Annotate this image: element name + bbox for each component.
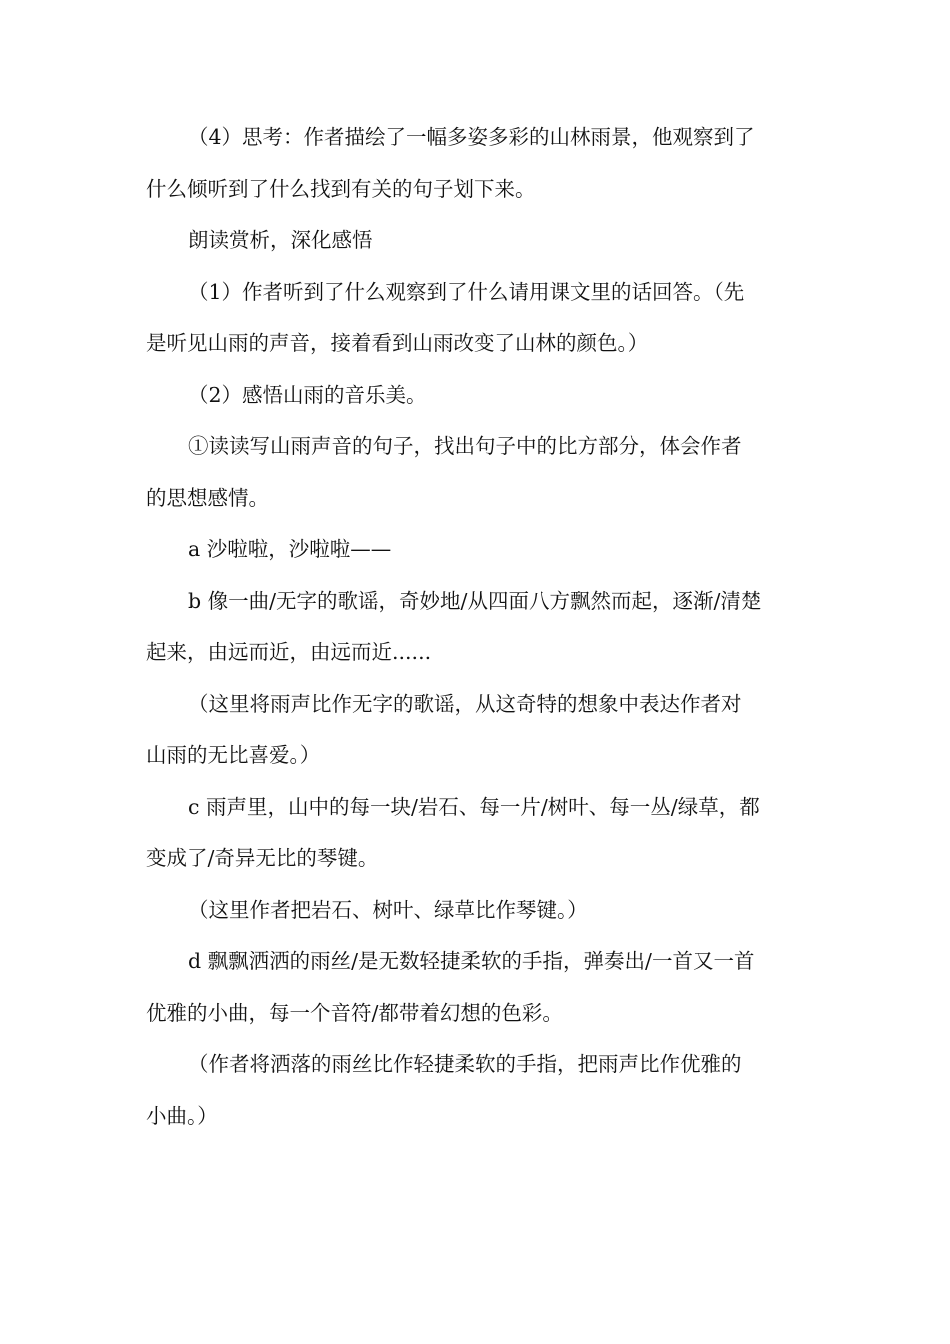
text-line: 优雅的小曲，每一个音符/都带着幻想的色彩。 xyxy=(146,1000,563,1025)
text-line: b 像一曲/无字的歌谣，奇妙地/从四面八方飘然而起，逐渐/清楚 xyxy=(188,588,762,613)
text-line: c 雨声里，山中的每一块/岩石、每一片/树叶、每一丛/绿草，都 xyxy=(188,794,760,819)
paragraph-think-question xyxy=(146,112,806,215)
text-line: （作者将洒落的雨丝比作轻捷柔软的手指，把雨声比作优雅的 xyxy=(188,1052,742,1076)
paragraph-section-heading xyxy=(146,215,806,267)
text-line: 山雨的无比喜爱。） xyxy=(146,743,321,767)
paragraph-quote-b xyxy=(146,576,806,679)
paragraph-quote-d xyxy=(146,936,806,1039)
text-line: a 沙啦啦，沙啦啦—— xyxy=(188,537,392,561)
text-line: 朗读赏析，深化感悟 xyxy=(188,228,373,252)
paragraph-note-d xyxy=(146,1039,806,1142)
text-line: （这里作者把岩石、树叶、绿草比作琴键。） xyxy=(188,897,588,922)
paragraph-question-1 xyxy=(146,267,806,370)
text-line: 什么倾听到了什么找到有关的句子划下来。 xyxy=(146,176,536,201)
text-line: 变成了/奇异无比的琴键。 xyxy=(146,846,379,870)
paragraph-task-1 xyxy=(146,421,806,524)
document-body xyxy=(146,112,806,1142)
text-line: 小曲。） xyxy=(146,1103,218,1128)
text-line: ①读读写山雨声音的句子，找出句子中的比方部分，体会作者 xyxy=(188,434,742,458)
text-line: d 飘飘洒洒的雨丝/是无数轻捷柔软的手指，弹奏出/一首又一首 xyxy=(188,949,755,973)
paragraph-note-c xyxy=(146,885,806,937)
paragraph-question-2 xyxy=(146,370,806,422)
text-line: （4）思考：作者描绘了一幅多姿多彩的山林雨景，他观察到了 xyxy=(188,125,755,149)
text-line: （1）作者听到了什么观察到了什么请用课文里的话回答。（先 xyxy=(188,279,745,304)
paragraph-quote-a xyxy=(146,524,806,576)
paragraph-note-b xyxy=(146,679,806,782)
paragraph-quote-c xyxy=(146,782,806,885)
text-line: 的思想感情。 xyxy=(146,485,269,510)
text-line: （这里将雨声比作无字的歌谣，从这奇特的想象中表达作者对 xyxy=(188,691,742,716)
text-line: （2）感悟山雨的音乐美。 xyxy=(188,382,427,407)
text-line: 是听见山雨的声音，接着看到山雨改变了山林的颜色。） xyxy=(146,331,649,355)
text-line: 起来，由远而近，由远而近...... xyxy=(146,640,432,664)
